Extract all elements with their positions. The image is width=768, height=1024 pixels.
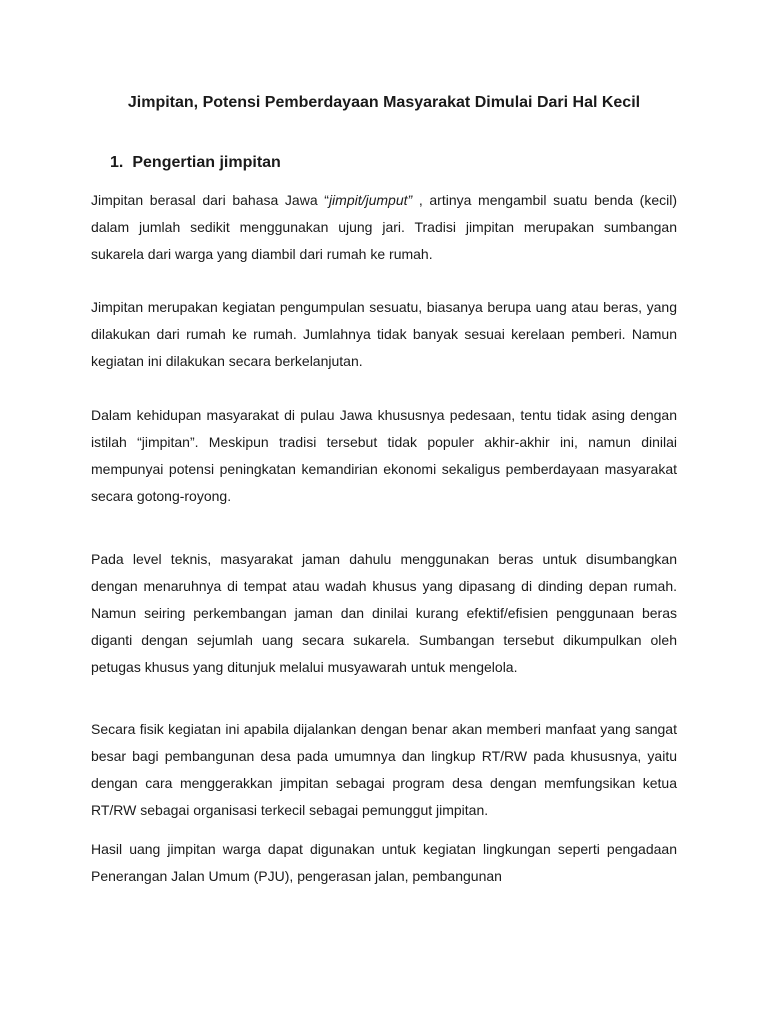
paragraph-1-italic-term: jimpit/jumput” (328, 192, 413, 208)
document-title: Jimpitan, Potensi Pemberdayaan Masyarakat Dimulai Dari Hal Kecil (127, 94, 641, 111)
paragraph-1-text-start: Jimpitan berasal dari bahasa Jawa “ (91, 192, 329, 208)
paragraph-1 (91, 187, 677, 268)
section-heading (110, 152, 281, 174)
section-number: 1. (110, 154, 124, 171)
paragraph-6: Hasil uang jimpitan warga dapat digunakan untuk kegiatan lingkungan seperti pengadaan Penerangan Jalan Umum (PJU), pengerasan jalan, pembangunan (91, 841, 677, 884)
paragraph-1-text-end: , artinya mengambil suatu benda (kecil) dalam jumlah sedikit menggunakan ujung jari. Tradisi jimpitan merupakan sumbangan sukarela dari warga yang diambil dari rumah ke rumah. (91, 192, 677, 262)
paragraph-4: Pada level teknis, masyarakat jaman dahulu menggunakan beras untuk disumbangkan dengan menaruhnya di tempat atau wadah khusus yang dipasang di dinding depan rumah. Namun seiring perkembangan jaman dan dinilai kurang efektif/efisien penggunaan beras diganti dengan sejumlah uang secara sukarela. Sumbangan tersebut dikumpulkan oleh petugas khusus yang ditunjuk melalui musyawarah untuk mengelola. (91, 551, 677, 675)
paragraph-5: Secara fisik kegiatan ini apabila dijalankan dengan benar akan memberi manfaat yang sangat besar bagi pembangunan desa pada umumnya dan lingkup RT/RW pada khususnya, yaitu dengan cara menggerakkan jimpitan sebagai program desa dengan memfungsikan ketua RT/RW sebagai organisasi terkecil sebagai pemunggut jimpitan. (91, 721, 677, 818)
section-heading-text: Pengertian jimpitan (132, 154, 281, 171)
paragraph-2: Jimpitan merupakan kegiatan pengumpulan sesuatu, biasanya berupa uang atau beras, yang dilakukan dari rumah ke rumah. Jumlahnya tidak banyak sesuai kerelaan pemberi. Namun kegiatan ini dilakukan secara berkelanjutan. (91, 299, 677, 369)
paragraph-3: Dalam kehidupan masyarakat di pulau Jawa khususnya pedesaan, tentu tidak asing dengan istilah “jimpitan”. Meskipun tradisi tersebut tidak populer akhir-akhir ini, namun dinilai mempunyai potensi peningkatan kemandirian ekonomi sekaligus pemberdayaan masyarakat secara gotong-royong. (91, 407, 677, 504)
